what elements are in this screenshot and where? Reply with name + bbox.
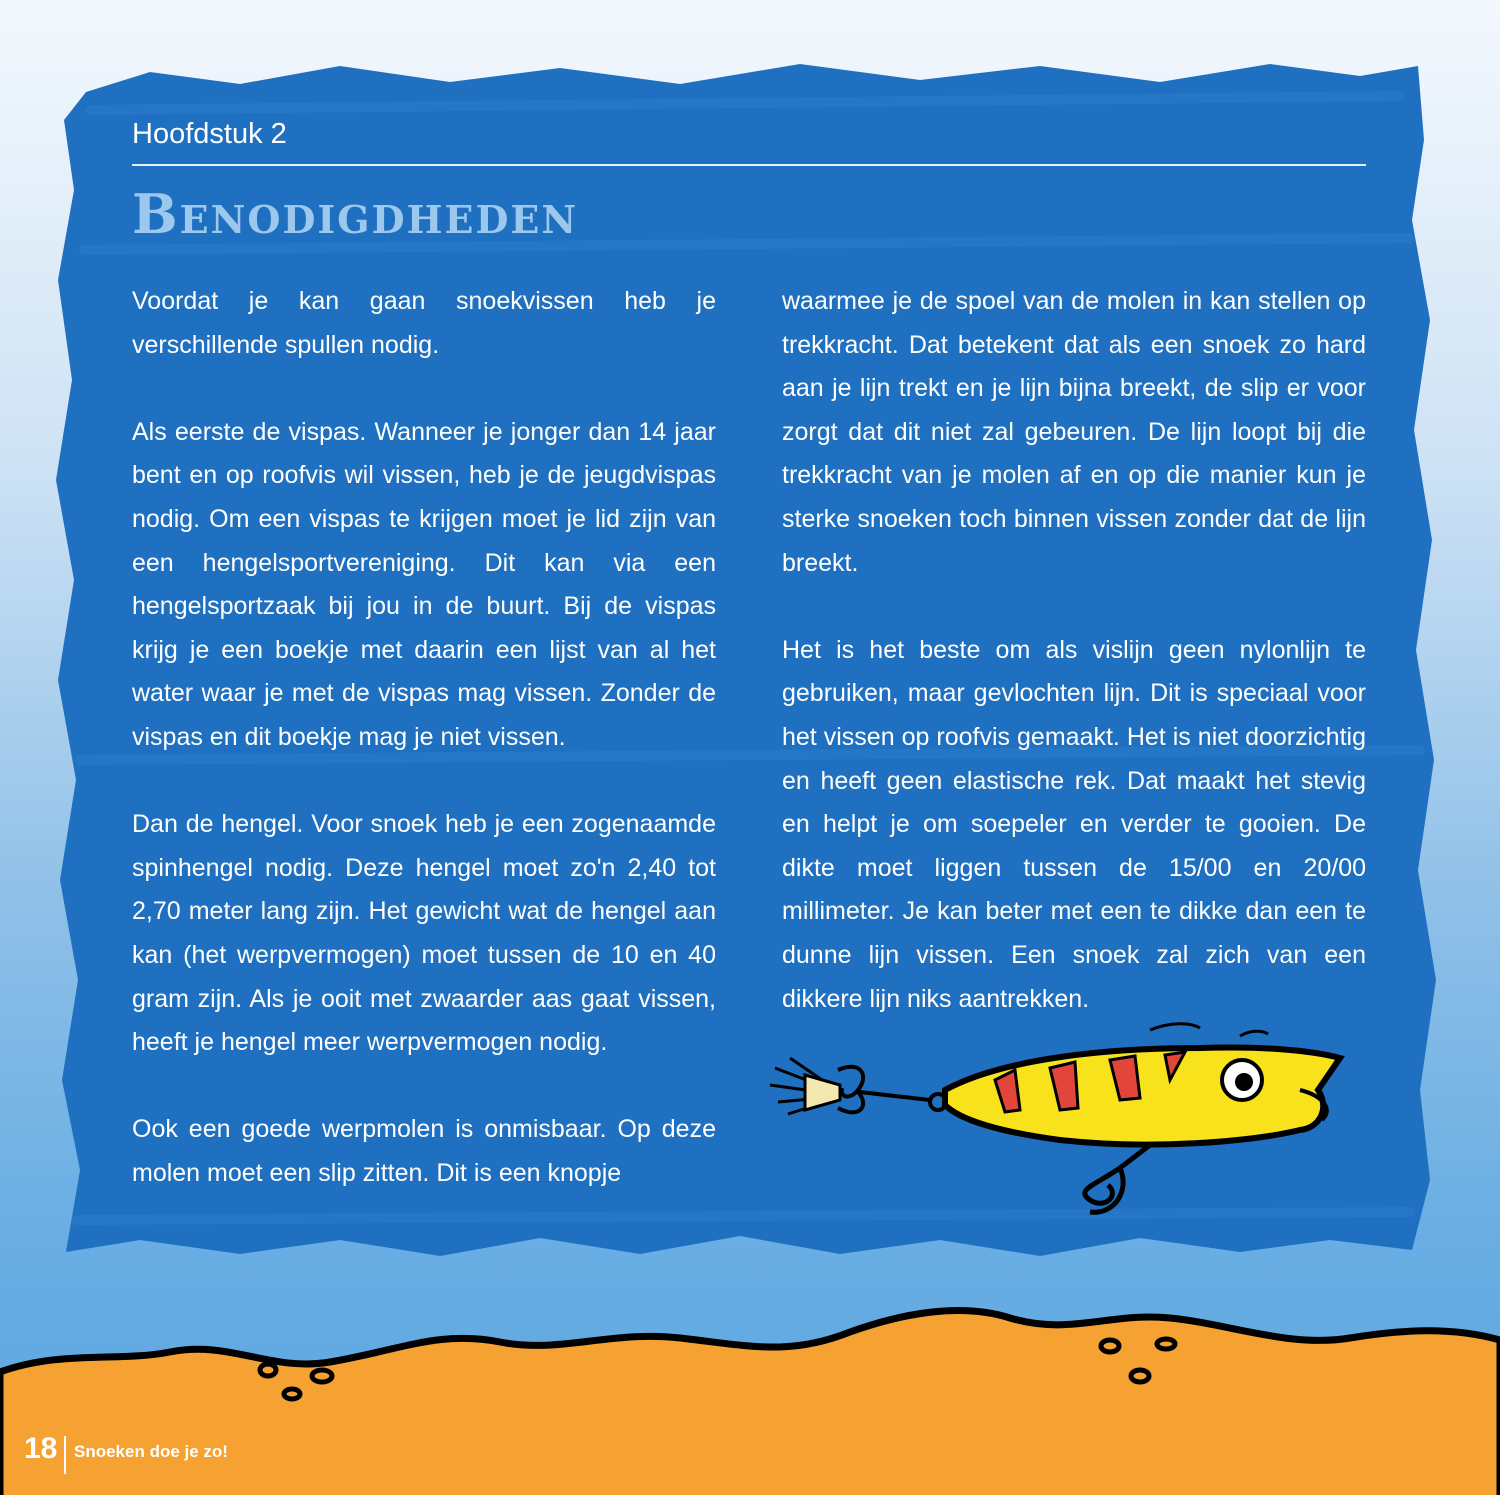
- paragraph: Het is het beste om als vislijn geen nylonlijn te gebruiken, maar gevlochten lijn. Dit is speciaal voor het vissen op roofvis gemaakt. Het is niet doorzichtig en heeft geen elastische rek. Dat maakt het stevig en helpt je om soepeler en verder te gooien. De dikte moet liggen tussen de 15/00 en 20/00 millimeter. Je kan beter met een te dikke dan een te dunne lijn vissen. Een snoek zal zich van een dikkere lijn niks aantrekken.: [782, 635, 1366, 1013]
- right-column: [782, 280, 1366, 1065]
- page-number: 18: [24, 1432, 58, 1465]
- chapter-label: Hoofdstuk 2: [132, 118, 287, 150]
- left-column: [132, 280, 716, 1239]
- footer-divider: [64, 1436, 66, 1474]
- page-title: Benodigdheden: [132, 182, 579, 246]
- paragraph: waarmee je de spoel van de molen in kan stellen op trekkracht. Dat betekent dat als een snoek zo hard aan je lijn trekt en je lijn bijna breekt, de slip er voor zorgt dat dit niet zal gebeuren. De lijn loopt bij die trekkracht van je molen af en op die manier kun je sterke snoeken toch binnen vissen zonder dat de lijn breekt.: [782, 287, 1366, 577]
- book-title: Snoeken doe je zo!: [74, 1442, 228, 1461]
- paragraph: Ook een goede werpmolen is onmisbaar. Op deze molen moet een slip zitten. Dit is een knopje: [132, 1115, 716, 1187]
- paragraph: Als eerste de vispas. Wanneer je jonger dan 14 jaar bent en op roofvis wil vissen, heb je de jeugdvispas nodig. Om een vispas te krijgen moet je lid zijn van een hengelsportvereniging. Dit kan via een hengelsportzaak bij jou in de buurt. Bij de vispas krijg je een boekje met daarin een lijst van al het water waar je met de vispas mag vissen. Zonder de vispas en dit boekje mag je niet vissen.: [132, 417, 716, 751]
- paragraph: Voordat je kan gaan snoekvissen heb je verschillende spullen nodig.: [132, 287, 716, 359]
- sand-floor: [0, 1311, 1500, 1495]
- header-divider: [132, 164, 1366, 166]
- paragraph: Dan de hengel. Voor snoek heb je een zogenaamde spinhengel nodig. Deze hengel moet zo'n 2,40 tot 2,70 meter lang zijn. Het gewicht wat de hengel aan kan (het werpvermogen) moet tussen de 10 en 40 gram zijn. Als je ooit met zwaarder aas gaat vissen, heeft je hengel meer werpvermogen nodig.: [132, 810, 716, 1057]
